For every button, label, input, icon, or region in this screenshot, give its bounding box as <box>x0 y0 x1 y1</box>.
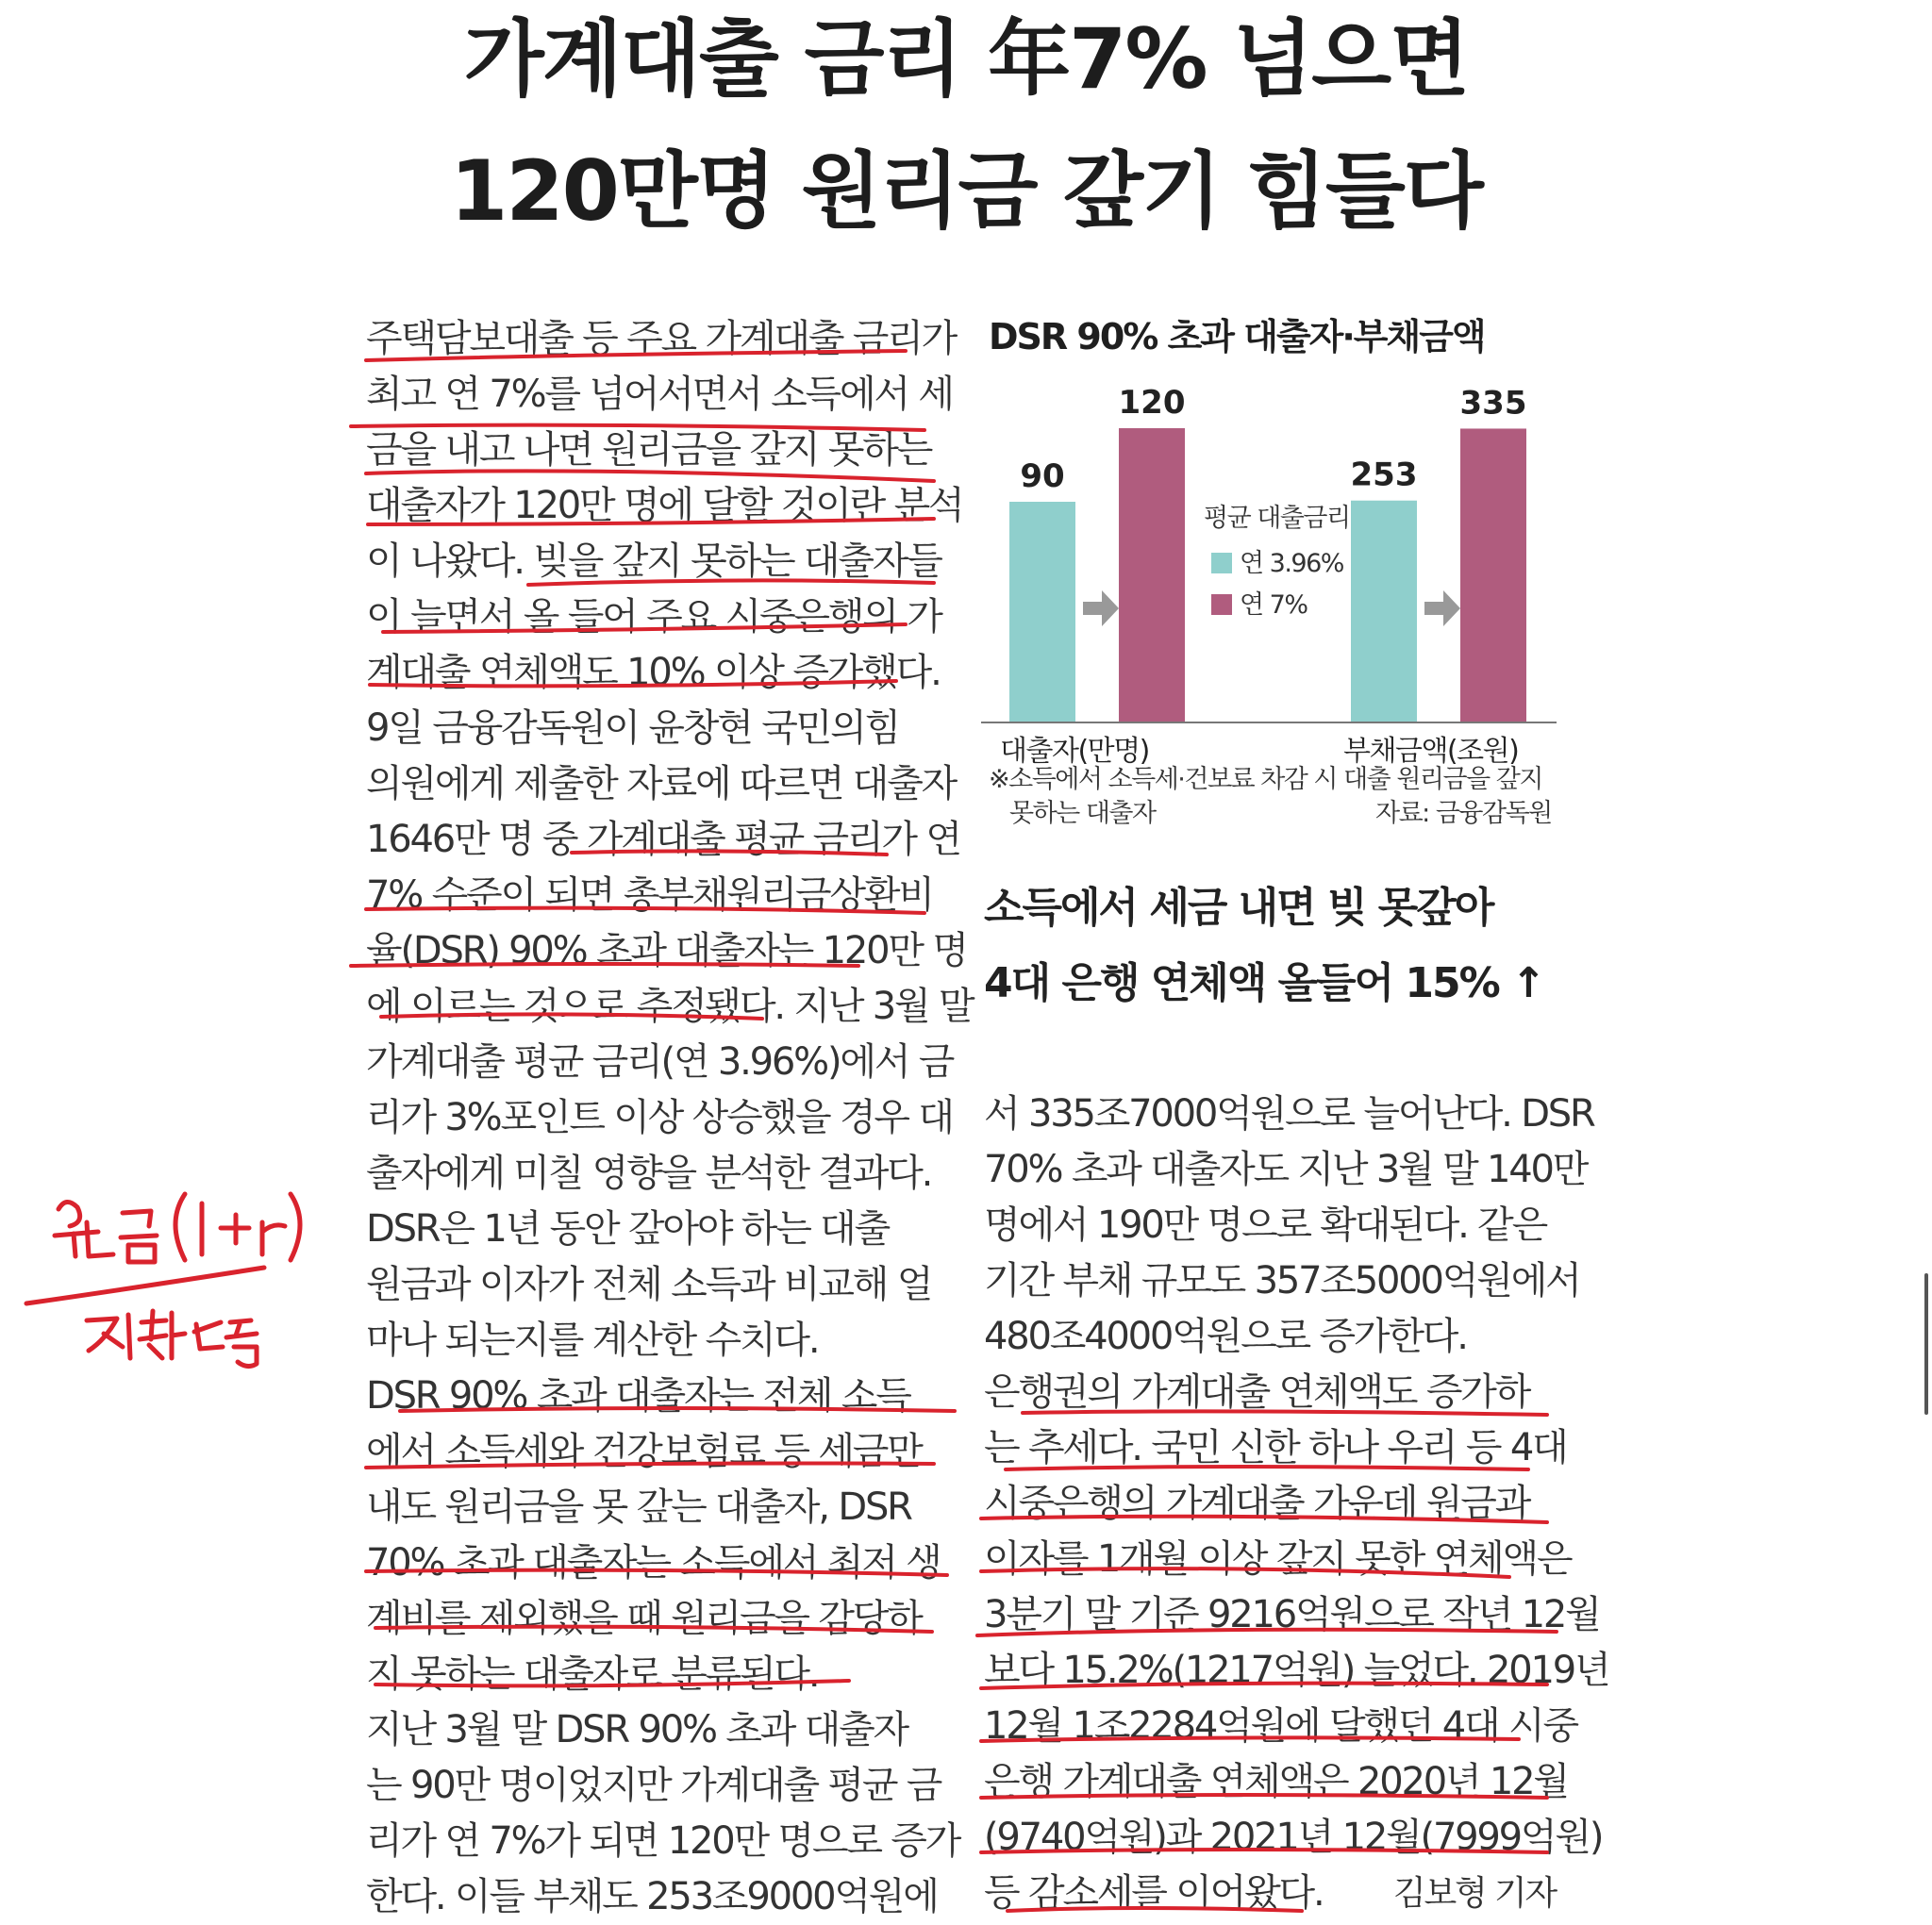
scrollbar[interactable] <box>1924 1273 1928 1415</box>
category-label: 대출자(만명) <box>1000 735 1149 768</box>
article-line: 보다 15.2%(1217억원) 늘었다. 2019년 <box>984 1649 1609 1692</box>
article-line: 한다. 이들 부채도 253조9000억원에 <box>366 1875 938 1918</box>
article-line: 율(DSR) 90% 초과 대출자는 120만 명 <box>366 929 967 972</box>
article-line: 금을 내고 나면 원리금을 갚지 못하는 <box>366 428 932 472</box>
arrow-icon <box>1102 590 1119 626</box>
subhead-line-2: 4대 은행 연체액 올들어 15% ↑ <box>984 959 1544 1007</box>
article-line: 이 나왔다. 빚을 갚지 못하는 대출자들 <box>366 539 941 583</box>
article-line: 가계대출 평균 금리(연 3.96%)에서 금 <box>366 1040 954 1084</box>
article-line: 는 추세다. 국민 신한 하나 우리 등 4대 <box>984 1426 1567 1469</box>
bar-value-label: 253 <box>1350 456 1418 494</box>
article-line: (9740억원)과 2021년 12월(7999억원) <box>984 1816 1603 1859</box>
article-line: DSR 90% 초과 대출자는 전체 소득 <box>366 1374 910 1418</box>
bar <box>1009 502 1075 722</box>
byline: 김보형 기자 <box>1392 1874 1556 1913</box>
article-line: 지 못하는 대출자로 분류된다. <box>366 1652 819 1696</box>
headline-line-2: 120만명 원리금 갚기 힘들다 <box>450 142 1482 240</box>
subhead-line-1: 소득에서 세금 내면 빚 못갚아 <box>984 884 1493 932</box>
chart-footnote-line-1: ※소득에서 소득세·건보료 차감 시 대출 원리금을 갚지 <box>989 765 1542 794</box>
chart-footnote-line-2: 못하는 대출자 <box>1009 799 1156 828</box>
bar-value-label: 90 <box>1020 457 1065 495</box>
article-line: 마나 되는지를 계산한 수치다. <box>366 1319 819 1362</box>
bar-value-label: 120 <box>1118 384 1186 422</box>
article-line: 지난 3월 말 DSR 90% 초과 대출자 <box>366 1708 908 1751</box>
article-line: 이 늘면서 올 들어 주요 시중은행의 가 <box>366 595 941 639</box>
bar <box>1460 428 1526 722</box>
article-line: 의원에게 제출한 자료에 따르면 대출자 <box>366 762 957 805</box>
article-line: 계대출 연체액도 10% 이상 증가했다. <box>366 651 941 694</box>
article-line: 12월 1조2284억원에 달했던 4대 시중 <box>984 1704 1577 1748</box>
article-line: 내도 원리금을 못 갚는 대출자, DSR <box>366 1485 911 1529</box>
article-line: 은행권의 가계대출 연체액도 증가하 <box>984 1370 1530 1414</box>
article-line: 계비를 제외했을 때 원리금을 감당하 <box>366 1597 922 1640</box>
arrow-icon <box>1443 590 1460 626</box>
article-line: 시중은행의 가계대출 가운데 원금과 <box>984 1482 1530 1525</box>
legend-entry: 연 3.96% <box>1240 549 1343 578</box>
article-line: 480조4000억원으로 증가한다. <box>984 1315 1467 1358</box>
article-line: 3분기 말 기준 9216억원으로 작년 12월 <box>984 1593 1600 1636</box>
article-line: 서 335조7000억원으로 늘어난다. DSR <box>984 1092 1594 1136</box>
arrow-icon <box>1083 602 1104 615</box>
article-line: 리가 연 7%가 되면 120만 명으로 증가 <box>366 1819 960 1863</box>
headline-line-1: 가계대출 금리 年7% 넘으면 <box>463 10 1469 108</box>
category-label: 부채금액(조원) <box>1343 735 1519 768</box>
legend-entry: 연 7% <box>1240 590 1307 620</box>
article-line: 기간 부채 규모도 357조5000억원에서 <box>984 1259 1580 1303</box>
article-line: 에서 소득세와 건강보험료 등 세금만 <box>366 1430 922 1473</box>
bar <box>1119 428 1185 722</box>
dsr-chart <box>981 307 1566 836</box>
chart-source: 자료: 금융감독원 <box>1375 799 1552 828</box>
bar <box>1351 501 1417 722</box>
chart-svg <box>981 364 1566 798</box>
article-line: 명에서 190만 명으로 확대된다. 같은 <box>984 1203 1547 1247</box>
article-line: 7% 수준이 되면 총부채원리금상환비 <box>366 873 933 917</box>
article-line: 원금과 이자가 전체 소득과 비교해 얼 <box>366 1263 932 1306</box>
bar-value-label: 335 <box>1459 384 1527 423</box>
article-line: 출자에게 미칠 영향을 분석한 결과다. <box>366 1152 932 1195</box>
article-line: 대출자가 120만 명에 달할 것이란 분석 <box>366 484 963 527</box>
article-line: 이자를 1개월 이상 갚지 못한 연체액은 <box>984 1537 1572 1581</box>
article-line: 에 이르는 것으로 추정됐다. 지난 3월 말 <box>366 985 974 1028</box>
chart-title: DSR 90% 초과 대출자·부채금액 <box>989 316 1485 357</box>
right-article-column <box>984 1087 1609 1921</box>
article-line: 는 90만 명이었지만 가계대출 평균 금 <box>366 1764 941 1807</box>
article-line: 9일 금융감독원이 윤창현 국민의힘 <box>366 706 899 750</box>
article-line: 70% 초과 대출자는 소득에서 최저 생 <box>366 1541 941 1585</box>
article-line: 주택담보대출 등 주요 가계대출 금리가 <box>366 317 957 360</box>
article-line: 70% 초과 대출자도 지난 3월 말 140만 <box>984 1148 1588 1191</box>
article-line: 최고 연 7%를 넘어서면서 소득에서 세 <box>366 373 953 416</box>
article-last-line <box>984 1866 1556 1921</box>
article-line: 은행 가계대출 연체액은 2020년 12월 <box>984 1760 1568 1803</box>
legend-title: 평균 대출금리 <box>1204 504 1350 533</box>
article-line: 등 감소세를 이어왔다. <box>984 1871 1324 1915</box>
article-line: DSR은 1년 동안 갚아야 하는 대출 <box>366 1207 890 1251</box>
article-line: 1646만 명 중 가계대출 평균 금리가 연 <box>366 818 960 861</box>
legend-swatch <box>1211 553 1232 573</box>
article-line: 리가 3%포인트 이상 상승했을 경우 대 <box>366 1096 953 1139</box>
left-article-column <box>366 311 974 1925</box>
arrow-icon <box>1424 602 1445 615</box>
legend-swatch <box>1211 594 1232 615</box>
